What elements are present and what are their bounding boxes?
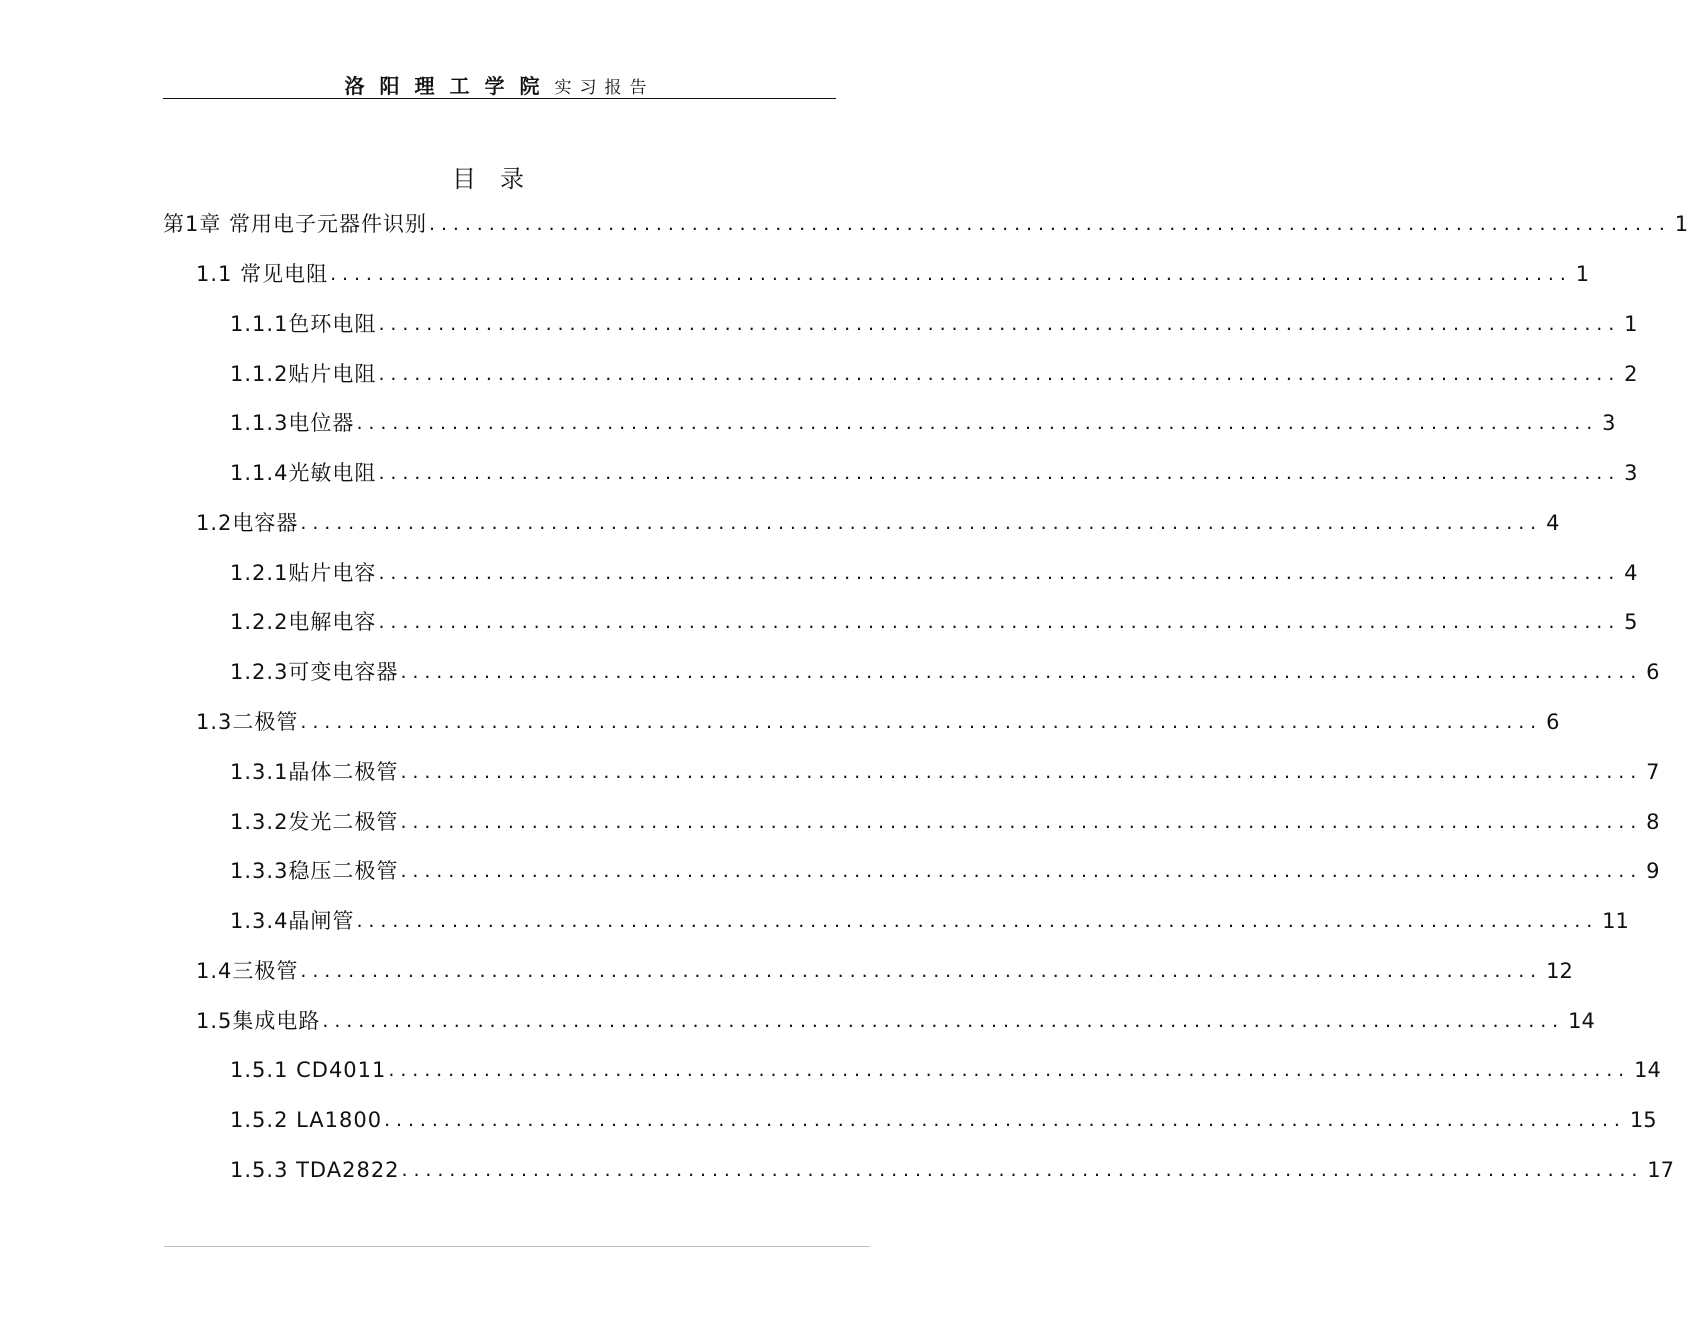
toc-entry-page: 3 (1624, 461, 1638, 485)
toc-entry-1-3-2[interactable] (230, 807, 1660, 837)
toc-entry-page: 6 (1646, 660, 1660, 684)
toc-entry-page: 4 (1624, 561, 1638, 585)
toc-entry-page: 4 (1546, 511, 1560, 535)
toc-entry-page: 12 (1546, 959, 1573, 983)
toc-entry-ch1[interactable] (163, 209, 1688, 239)
dot-leader: ........................................................................................................ (322, 1010, 1565, 1032)
toc-entry-1-2-1[interactable] (230, 558, 1638, 588)
toc-entry-1-1-4[interactable] (230, 458, 1638, 488)
toc-entry-label: 1.5.3 TDA2822 (230, 1158, 400, 1182)
toc-entry-1-3-4[interactable] (230, 906, 1629, 936)
dot-leader: ........................................................................................................ (356, 412, 1599, 434)
toc-entry-label: 1.4三极管 (196, 959, 299, 983)
toc-entry-1-1[interactable] (196, 259, 1590, 289)
toc-entry-1-5[interactable] (196, 1006, 1595, 1036)
toc-entry-1-5-3[interactable] (230, 1155, 1674, 1185)
dot-leader: ........................................................................................................ (378, 462, 1621, 484)
dot-leader: ........................................................................................................ (378, 611, 1621, 633)
toc-entry-1-5-1[interactable] (230, 1055, 1661, 1085)
dot-leader: ........................................................................................................ (300, 512, 1543, 534)
page-header (163, 70, 836, 99)
toc-entry-page: 17 (1647, 1158, 1674, 1182)
toc-entry-page: 5 (1624, 610, 1638, 634)
toc-entry-label: 1.1.1色环电阻 (230, 312, 377, 336)
toc-entry-label: 1.1 常见电阻 (196, 262, 329, 286)
toc-entry-label: 1.3.3稳压二极管 (230, 859, 399, 883)
dot-leader: ........................................................................................................ (400, 761, 1643, 783)
toc-entry-label: 1.1.3电位器 (230, 411, 355, 435)
toc-entry-page: 15 (1629, 1108, 1657, 1132)
dot-leader: ........................................................................................................ (300, 960, 1543, 982)
toc-entry-label: 1.2.1贴片电容 (230, 561, 377, 585)
school-name: 洛阳理工学院 (344, 74, 555, 98)
toc-entry-label: 1.3二极管 (196, 710, 299, 734)
toc-entry-label: 1.1.2贴片电阻 (230, 362, 377, 386)
toc-entry-page: 2 (1624, 362, 1638, 386)
dot-leader: ........................................................................................................ (429, 213, 1671, 235)
toc-entry-label: 1.5集成电路 (196, 1009, 321, 1033)
toc-entry-label: 1.3.2发光二极管 (230, 810, 399, 834)
dot-leader: ........................................................................................................ (384, 1109, 1626, 1131)
toc-entry-page: 6 (1546, 710, 1560, 734)
toc-entry-label: 1.3.4晶闸管 (230, 909, 355, 933)
toc-entry-page: 8 (1646, 810, 1660, 834)
toc-entry-label: 1.5.2 LA1800 (230, 1108, 383, 1132)
toc-entry-1-2[interactable] (196, 508, 1560, 538)
toc-entry-1-3[interactable] (196, 707, 1560, 737)
dot-leader: ........................................................................................................ (401, 1159, 1644, 1181)
toc-entry-1-3-3[interactable] (230, 856, 1660, 886)
toc-entry-page: 14 (1634, 1058, 1661, 1082)
toc-entry-page: 1 (1575, 262, 1590, 286)
toc-entry-label: 1.1.4光敏电阻 (230, 461, 377, 485)
toc-entry-page: 7 (1646, 760, 1660, 784)
toc-entry-1-4[interactable] (196, 956, 1573, 986)
dot-leader: ........................................................................................................ (378, 313, 1621, 335)
toc-entry-page: 9 (1646, 859, 1660, 883)
dot-leader: ........................................................................................................ (400, 661, 1643, 683)
dot-leader: ........................................................................................................ (330, 263, 1572, 285)
dot-leader: ........................................................................................................ (356, 910, 1599, 932)
dot-leader: ........................................................................................................ (300, 711, 1543, 733)
toc-entry-page: 14 (1568, 1009, 1595, 1033)
toc-entry-1-1-1[interactable] (230, 309, 1638, 339)
toc-entry-page: 3 (1602, 411, 1616, 435)
toc-entry-label: 1.3.1晶体二极管 (230, 760, 399, 784)
toc-entry-page: 1 (1674, 212, 1688, 236)
footer-divider (164, 1246, 870, 1247)
dot-leader: ........................................................................................................ (388, 1059, 1631, 1081)
toc-entry-label: 1.2.2电解电容 (230, 610, 377, 634)
toc-entry-label: 第1章 常用电子元器件识别 (163, 212, 428, 236)
toc-entry-1-2-2[interactable] (230, 607, 1638, 637)
toc-entry-1-1-2[interactable] (230, 359, 1638, 389)
dot-leader: ........................................................................................................ (400, 811, 1643, 833)
toc-entry-1-2-3[interactable] (230, 657, 1660, 687)
toc-entry-label: 1.2电容器 (196, 511, 299, 535)
toc-title: 目录 (452, 165, 548, 193)
toc-entry-page: 11 (1602, 909, 1629, 933)
toc-entry-1-3-1[interactable] (230, 757, 1660, 787)
dot-leader: ........................................................................................................ (378, 363, 1621, 385)
toc-entry-label: 1.5.1 CD4011 (230, 1058, 387, 1082)
toc-entry-page: 1 (1624, 312, 1638, 336)
toc-entry-1-5-2[interactable] (230, 1105, 1657, 1135)
report-type: 实习报告 (554, 78, 655, 98)
toc-entry-label: 1.2.3可变电容器 (230, 660, 399, 684)
toc-entry-1-1-3[interactable] (230, 408, 1616, 438)
dot-leader: ........................................................................................................ (400, 860, 1643, 882)
dot-leader: ........................................................................................................ (378, 562, 1621, 584)
